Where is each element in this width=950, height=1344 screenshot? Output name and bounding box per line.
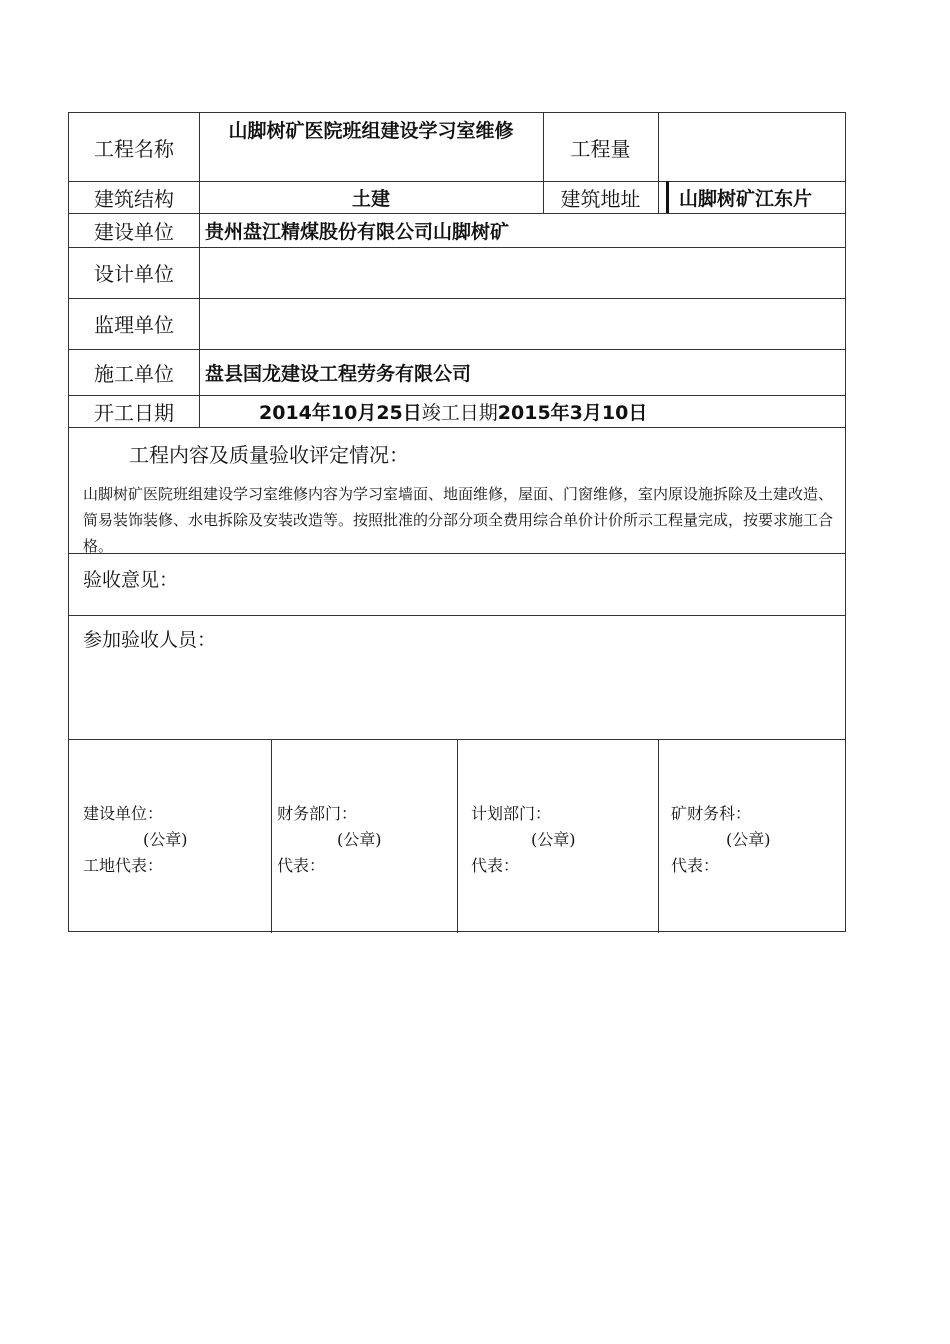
signature-representative: 工地代表： bbox=[83, 856, 164, 875]
signature-seal: (公章) bbox=[337, 830, 382, 849]
signature-representative: 代表： bbox=[277, 856, 326, 875]
builder-value: 贵州盘江精煤股份有限公司山脚树矿 bbox=[205, 220, 510, 243]
end-date-label: 竣工日期 bbox=[421, 401, 498, 424]
content-heading: 工程内容及质量验收评定情况： bbox=[129, 443, 409, 467]
signature-block-mine-finance bbox=[671, 801, 845, 879]
signature-seal: (公章) bbox=[531, 830, 576, 849]
contractor-label: 施工单位 bbox=[94, 361, 174, 386]
supervisor-value bbox=[199, 298, 846, 349]
row-divider bbox=[69, 427, 845, 428]
signature-unit: 矿财务科： bbox=[671, 804, 752, 823]
supervisor-label: 监理单位 bbox=[94, 313, 174, 337]
column-divider bbox=[658, 739, 659, 933]
signature-unit: 财务部门： bbox=[277, 804, 358, 823]
start-date-label: 开工日期 bbox=[94, 400, 174, 425]
structure-label: 建筑结构 bbox=[94, 186, 174, 211]
project-name-label: 工程名称 bbox=[94, 136, 174, 161]
contractor-value: 盘县国龙建设工程劳务有限公司 bbox=[205, 362, 472, 385]
designer-value bbox=[199, 247, 846, 298]
project-name-value: 山脚树矿医院班组建设学习室维修 bbox=[228, 120, 514, 142]
column-divider bbox=[457, 739, 458, 933]
acceptance-form bbox=[68, 112, 846, 932]
quantity-label: 工程量 bbox=[570, 136, 631, 161]
date-line bbox=[259, 395, 846, 427]
signature-block-builder bbox=[83, 801, 269, 879]
row-divider bbox=[69, 553, 845, 554]
quantity-value bbox=[658, 113, 846, 181]
start-date-value: 2014年10月25日 bbox=[259, 401, 422, 424]
address-label: 建筑地址 bbox=[560, 186, 641, 211]
signature-representative: 代表： bbox=[671, 856, 720, 875]
signature-seal: (公章) bbox=[143, 830, 188, 849]
structure-value: 土建 bbox=[351, 187, 390, 210]
signature-unit: 建设单位： bbox=[83, 804, 164, 823]
participants-label: 参加验收人员： bbox=[83, 629, 217, 651]
column-divider bbox=[271, 739, 272, 933]
signature-unit: 计划部门： bbox=[471, 804, 552, 823]
opinion-label: 验收意见： bbox=[83, 569, 179, 591]
address-value: 山脚树矿江东片 bbox=[666, 181, 846, 213]
signature-representative: 代表： bbox=[471, 856, 520, 875]
row-divider bbox=[69, 615, 845, 616]
signature-block-finance bbox=[277, 801, 455, 879]
builder-label: 建设单位 bbox=[94, 219, 174, 244]
content-body: 山脚树矿医院班组建设学习室维修内容为学习室墙面、地面维修，屋面、门窗维修，室内原设施拆除及土建改造、简易装饰装修、水电拆除及安装改造等。按照批准的分部分项全费用综合单价计价所示工程量完成，按要求施工合格。 bbox=[83, 485, 834, 555]
signature-block-planning bbox=[471, 801, 656, 879]
signature-seal: (公章) bbox=[726, 830, 771, 849]
designer-label: 设计单位 bbox=[94, 262, 174, 286]
end-date-value: 2015年3月10日 bbox=[497, 401, 648, 424]
